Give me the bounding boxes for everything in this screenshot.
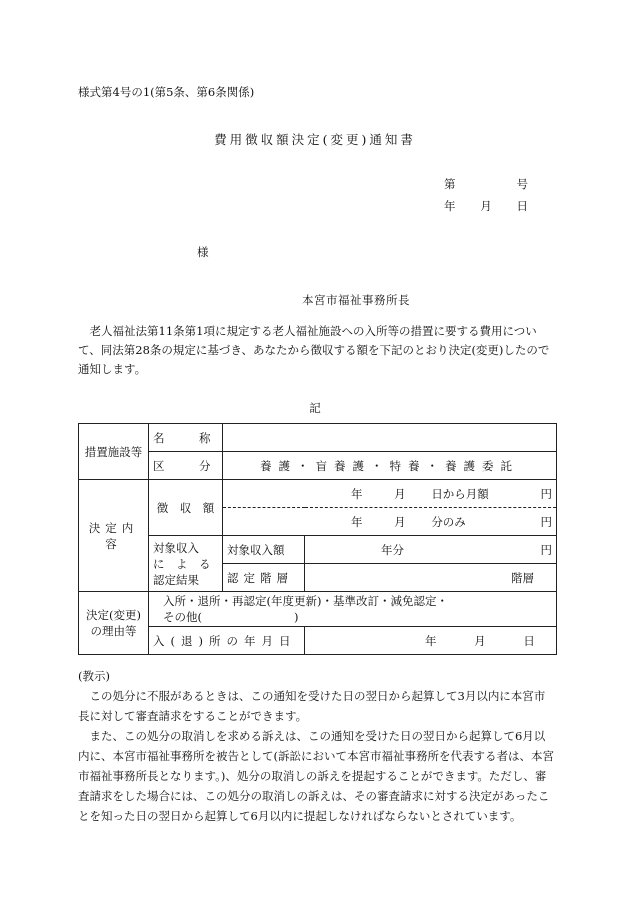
- issuer: 本宮市福祉事務所長: [302, 293, 410, 307]
- instruction-heading: (教示): [78, 669, 110, 683]
- facility-name-label: 名 称: [149, 424, 223, 452]
- reason-options: [149, 592, 557, 627]
- reason-line-1: 入所・退所・再認定(年度更新)・基準改訂・減免認定・: [163, 594, 448, 608]
- reason-header: [79, 592, 149, 655]
- instruction-paragraph: この処分に不服があるときは、この通知を受けた日の翌日から起算して3月以内に本宮市長に対して審査請求をすることができます。: [78, 689, 546, 723]
- instruction-notes: [78, 686, 556, 826]
- collection-row2-month: 月: [394, 514, 406, 529]
- document-date-line: [444, 198, 528, 214]
- number-prefix: 第: [444, 177, 456, 191]
- document-title: 費用徴収額決定(変更)通知書: [214, 132, 416, 147]
- collection-row1-yen: 円: [540, 486, 552, 501]
- target-income-year: 年分: [381, 542, 404, 557]
- collection-row2-year: 年: [351, 514, 363, 529]
- admission-month: 月: [474, 633, 486, 648]
- reason-line-2: その他( ): [163, 610, 299, 624]
- form-number: 様式第4号の1(第5条、第6条関係): [78, 85, 255, 99]
- admission-date-label: 入(退)所の年月日: [149, 627, 305, 655]
- target-income-label: 対象収入額: [223, 536, 305, 564]
- recognized-tier-value: [305, 564, 557, 592]
- reason-header-line-1: 決定(変更): [86, 608, 141, 622]
- date-day: 日: [516, 199, 528, 213]
- document-number-line: [444, 176, 528, 192]
- recognition-result-label: [149, 536, 223, 592]
- recognized-tier-label: 認定階層: [223, 564, 305, 592]
- admission-year: 年: [425, 633, 437, 648]
- admission-day: 日: [523, 633, 535, 648]
- instruction-paragraph: また、この処分の取消しを求める訴えは、この通知を受けた日の翌日から起算して6月以内に、本宮市福祉事務所を被告として(訴訟において本宮市福祉事務所を代表する者は、本宮市福祉事務所長となります。)、処分の取消しの訴えを提起することができます。ただし、審査請求をした場合には、この処分の取消しの訴えは、その審査請求に対する決定があったことを知った日の翌日から起算して6月以内に提起しなければならないとされています。: [78, 729, 554, 823]
- collection-row1-month: 月: [394, 486, 406, 501]
- recognition-line-3: 認定結果: [153, 572, 199, 587]
- target-income-value: [305, 536, 557, 564]
- category-label: 区 分: [149, 452, 223, 480]
- recognition-line-2: に よ る: [153, 556, 211, 571]
- decision-content-header: 決定内容: [79, 480, 149, 592]
- target-income-yen: 円: [540, 542, 552, 557]
- collection-row1-year: 年: [351, 486, 363, 501]
- date-month: 月: [480, 199, 492, 213]
- body-paragraph: 老人福祉法第11条第1項に規定する老人福祉施設への入所等の措置に要する費用について、同法第28条の規定に基づき、あなたから徴収する額を下記のとおり決定(変更)したので通知します。: [78, 324, 550, 376]
- recognition-line-1: 対象収入: [153, 540, 199, 555]
- collection-row-once: [223, 508, 557, 536]
- ki-heading: 記: [309, 401, 321, 415]
- date-year: 年: [444, 199, 456, 213]
- collection-row-monthly: [223, 480, 557, 508]
- facility-header: 措置施設等: [79, 424, 149, 480]
- facility-name-value: [223, 424, 557, 452]
- collection-amount-label: 徴 収 額: [149, 480, 223, 536]
- addressee-suffix: 様: [197, 245, 209, 259]
- decision-table: [78, 423, 557, 655]
- tier-unit: 階層: [511, 570, 534, 585]
- number-suffix: 号: [516, 177, 528, 191]
- collection-row2-yen: 円: [540, 514, 552, 529]
- collection-row2-only: 分のみ: [431, 514, 466, 529]
- category-value: 養護・盲養護・特養・養護委託: [223, 452, 557, 480]
- reason-header-line-2: の理由等: [90, 624, 137, 638]
- admission-date-value: [305, 627, 557, 655]
- collection-row1-from: 日から月額: [431, 486, 489, 501]
